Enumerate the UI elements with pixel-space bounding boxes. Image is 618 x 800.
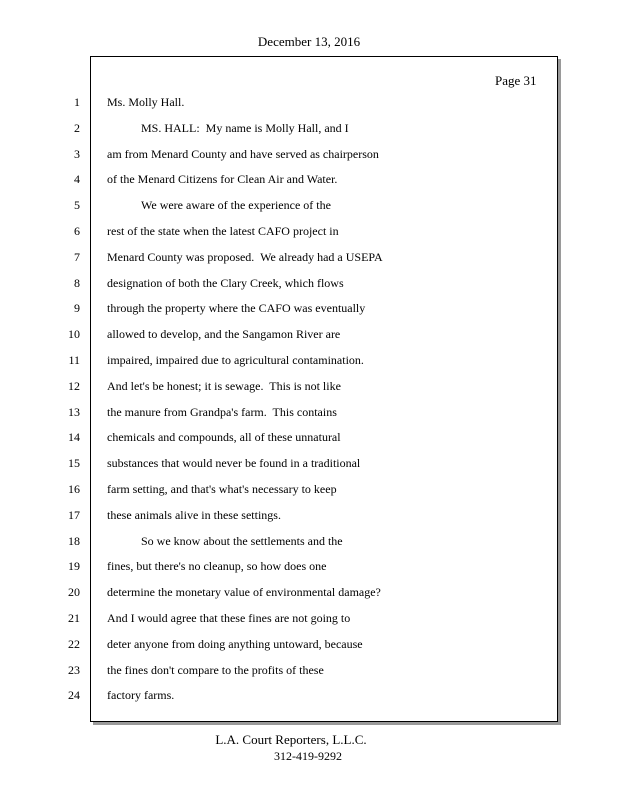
line-number: 24	[68, 688, 80, 703]
transcript-line: fines, but there's no cleanup, so how does one	[107, 559, 327, 574]
line-number: 4	[74, 172, 80, 187]
transcript-line: of the Menard Citizens for Clean Air and Water.	[107, 172, 338, 187]
transcript-line: through the property where the CAFO was eventually	[107, 301, 366, 316]
line-number: 21	[68, 610, 80, 625]
line-number: 18	[68, 533, 80, 548]
line-number: 20	[68, 585, 80, 600]
transcript-line: allowed to develop, and the Sangamon River are	[107, 327, 341, 342]
line-number: 9	[74, 301, 80, 316]
transcript-line: MS. HALL: My name is Molly Hall, and I	[141, 120, 349, 135]
transcript-line: designation of both the Clary Creek, which flows	[107, 275, 344, 290]
line-number: 2	[74, 120, 80, 135]
transcript-line: these animals alive in these settings.	[107, 507, 281, 522]
court-reporter-phone: 312-419-9292	[274, 749, 342, 763]
line-number: 6	[74, 223, 80, 238]
line-number: 10	[68, 327, 80, 342]
transcript-line: rest of the state when the latest CAFO project in	[107, 223, 339, 238]
transcript-line: determine the monetary value of environmental damage?	[107, 585, 381, 600]
page-number: Page 31	[495, 73, 537, 88]
line-number: 14	[68, 430, 80, 445]
transcript-line: factory farms.	[107, 688, 175, 703]
line-number: 8	[74, 275, 80, 290]
page-date-header: December 13, 2016	[257, 34, 361, 49]
transcript-line: substances that would never be found in a traditional	[107, 456, 361, 471]
line-number: 3	[74, 146, 80, 161]
transcript-line: the manure from Grandpa's farm. This contains	[107, 404, 337, 419]
transcript-line: Menard County was proposed. We already had a USEPA	[107, 249, 383, 264]
page-footer	[0, 732, 618, 764]
line-number-column	[50, 92, 80, 711]
transcript-line: And let's be honest; it is sewage. This is not like	[107, 378, 341, 393]
court-reporter-name: L.A. Court Reporters, L.L.C.	[215, 732, 367, 747]
line-number: 16	[68, 481, 80, 496]
line-number: 22	[68, 636, 80, 651]
transcript-line: chemicals and compounds, all of these unnatural	[107, 430, 341, 445]
transcript-line: And I would agree that these fines are not going to	[107, 610, 351, 625]
transcript-line: So we know about the settlements and the	[141, 533, 343, 548]
line-number: 17	[68, 507, 80, 522]
line-number: 1	[74, 95, 80, 109]
line-number: 12	[68, 378, 80, 393]
line-number: 23	[68, 662, 80, 677]
transcript-line: impaired, impaired due to agricultural contamination.	[107, 352, 364, 367]
line-number: 19	[68, 559, 80, 574]
transcript-line: Ms. Molly Hall.	[107, 95, 185, 109]
line-number: 13	[68, 404, 80, 419]
line-number: 7	[74, 249, 80, 264]
transcript-line: am from Menard County and have served as chairperson	[107, 146, 379, 161]
transcript-line: deter anyone from doing anything untoward, because	[107, 636, 363, 651]
line-number: 15	[68, 456, 80, 471]
transcript-line: We were aware of the experience of the	[141, 198, 331, 213]
transcript-line: the fines don't compare to the profits of these	[107, 662, 324, 677]
line-number: 5	[74, 198, 80, 213]
transcript-line: farm setting, and that's what's necessary to keep	[107, 481, 337, 496]
transcript-body	[107, 92, 547, 711]
line-number: 11	[68, 352, 80, 367]
